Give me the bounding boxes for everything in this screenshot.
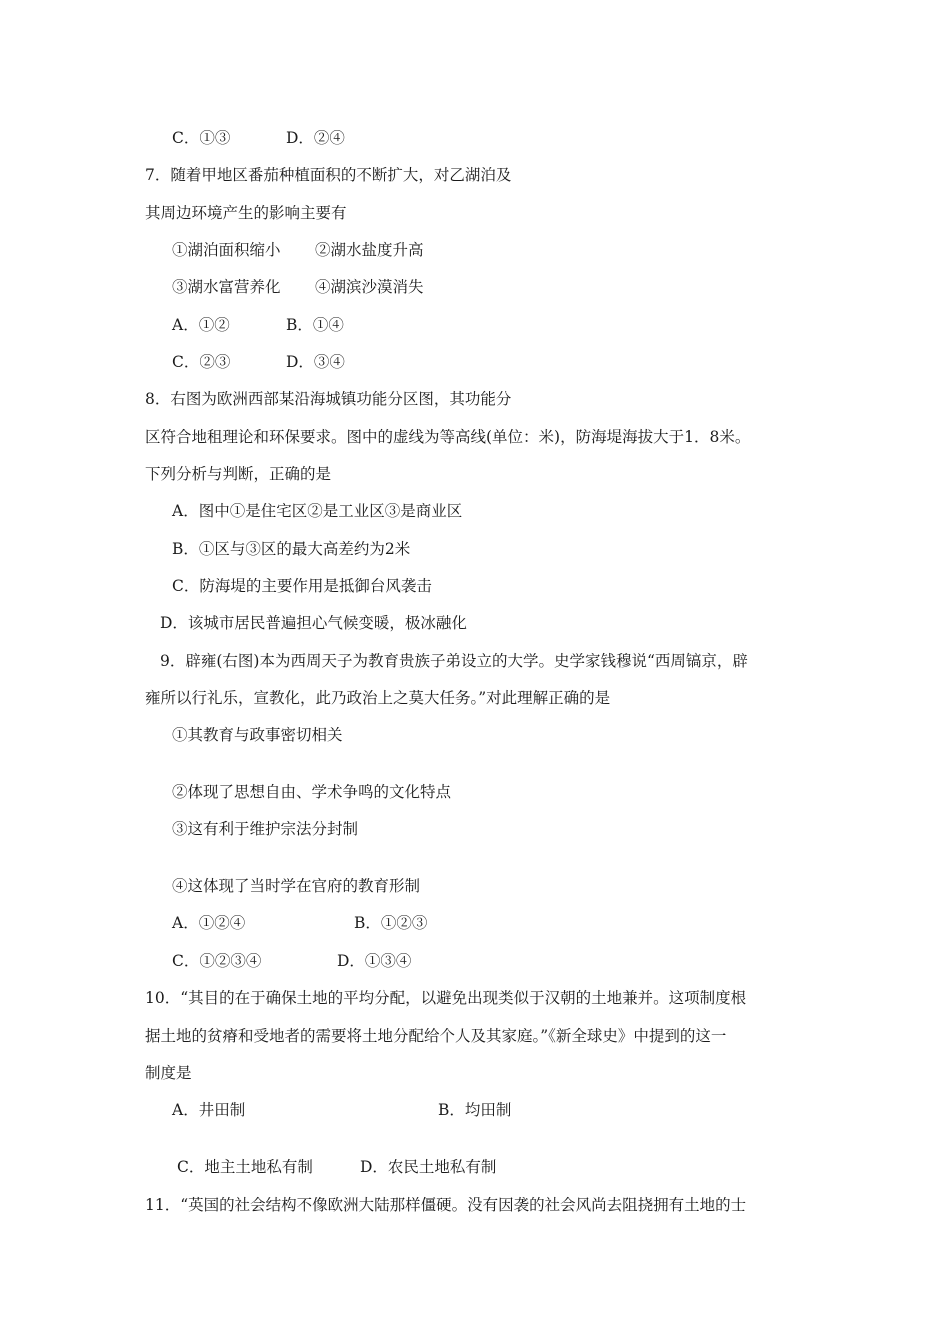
q8-option-a: A．图中①是住宅区②是工业区③是商业区 [172,502,463,520]
q7-options-row-2 [172,352,345,372]
q10-option-b: B．均田制 [438,1101,512,1119]
q7-item-3: ③湖水富营养化 [172,278,281,296]
q7-items-row-2 [172,277,424,297]
q9-item-1: ①其教育与政事密切相关 [172,726,343,744]
q8-option-d: D．该城市居民普遍担心气候变暖，极冰融化 [160,614,467,632]
q6-option-c: C．①③ [172,129,231,147]
q9-option-a: A．①②④ [172,914,246,932]
q7-item-4: ④湖滨沙漠消失 [315,278,424,296]
q8-stem-line-3: 下列分析与判断，正确的是 [145,465,332,483]
q7-option-b: B．①④ [286,316,344,334]
q7-option-c: C．②③ [172,353,231,371]
q7-stem-line-2: 其周边环境产生的影响主要有 [145,204,347,222]
q10-option-a: A．井田制 [172,1101,246,1119]
q9-option-b: B．①②③ [354,914,428,932]
q10-option-d: D．农民土地私有制 [360,1158,497,1176]
q9-item-3: ③这有利于维护宗法分封制 [172,820,359,838]
q7-stem-line-1: 7．随着甲地区番茄种植面积的不断扩大，对乙湖泊及 [145,166,512,184]
q9-item-2: ②体现了思想自由、学术争鸣的文化特点 [172,783,452,801]
q7-option-d: D．③④ [286,353,345,371]
q9-options-row-2 [172,951,411,971]
q9-option-d: D．①③④ [337,952,412,970]
q9-option-c: C．①②③④ [172,952,262,970]
q9-options-row-1 [172,913,427,933]
q10-stem-line-3: 制度是 [145,1064,192,1082]
q8-stem-line-1: 8．右图为欧洲西部某沿海城镇功能分区图，其功能分 [145,390,512,408]
q7-options-row-1 [172,315,344,335]
q11-stem-line-1: 11．“英国的社会结构不像欧洲大陆那样僵硬。没有因袭的社会风尚去阻挠拥有土地的士 [145,1196,747,1214]
q9-stem-line-2: 雍所以行礼乐，宣教化，此乃政治上之莫大任务。”对此理解正确的是 [145,689,611,707]
q8-option-b: B．①区与③区的最大高差约为2米 [172,540,411,558]
q8-stem-line-2: 区符合地租理论和环保要求。图中的虚线为等高线(单位：米)，防海堤海拔大于1．8米。 [145,428,751,446]
q10-stem-line-1: 10．“其目的在于确保土地的平均分配，以避免出现类似于汉朝的土地兼并。这项制度根 [145,989,747,1007]
q6-options [172,128,345,148]
q9-item-4: ④这体现了当时学在官府的教育形制 [172,877,421,895]
q7-option-a: A．①② [172,316,230,334]
q10-options-row-2 [177,1157,496,1177]
q7-items-row-1 [172,240,424,260]
q10-options-row-1 [172,1100,511,1120]
q6-option-d: D．②④ [286,129,345,147]
q9-stem-line-1: 9．辟雍(右图)本为西周天子为教育贵族子弟设立的大学。史学家钱穆说“西周镐京，辟 [160,652,748,670]
q7-item-1: ①湖泊面积缩小 [172,241,281,259]
q10-stem-line-2: 据土地的贫瘠和受地者的需要将土地分配给个人及其家庭。”《新全球史》中提到的这一 [145,1027,727,1045]
q8-option-c: C．防海堤的主要作用是抵御台风袭击 [172,577,432,595]
q7-item-2: ②湖水盐度升高 [315,241,424,259]
q10-option-c: C．地主土地私有制 [177,1158,313,1176]
